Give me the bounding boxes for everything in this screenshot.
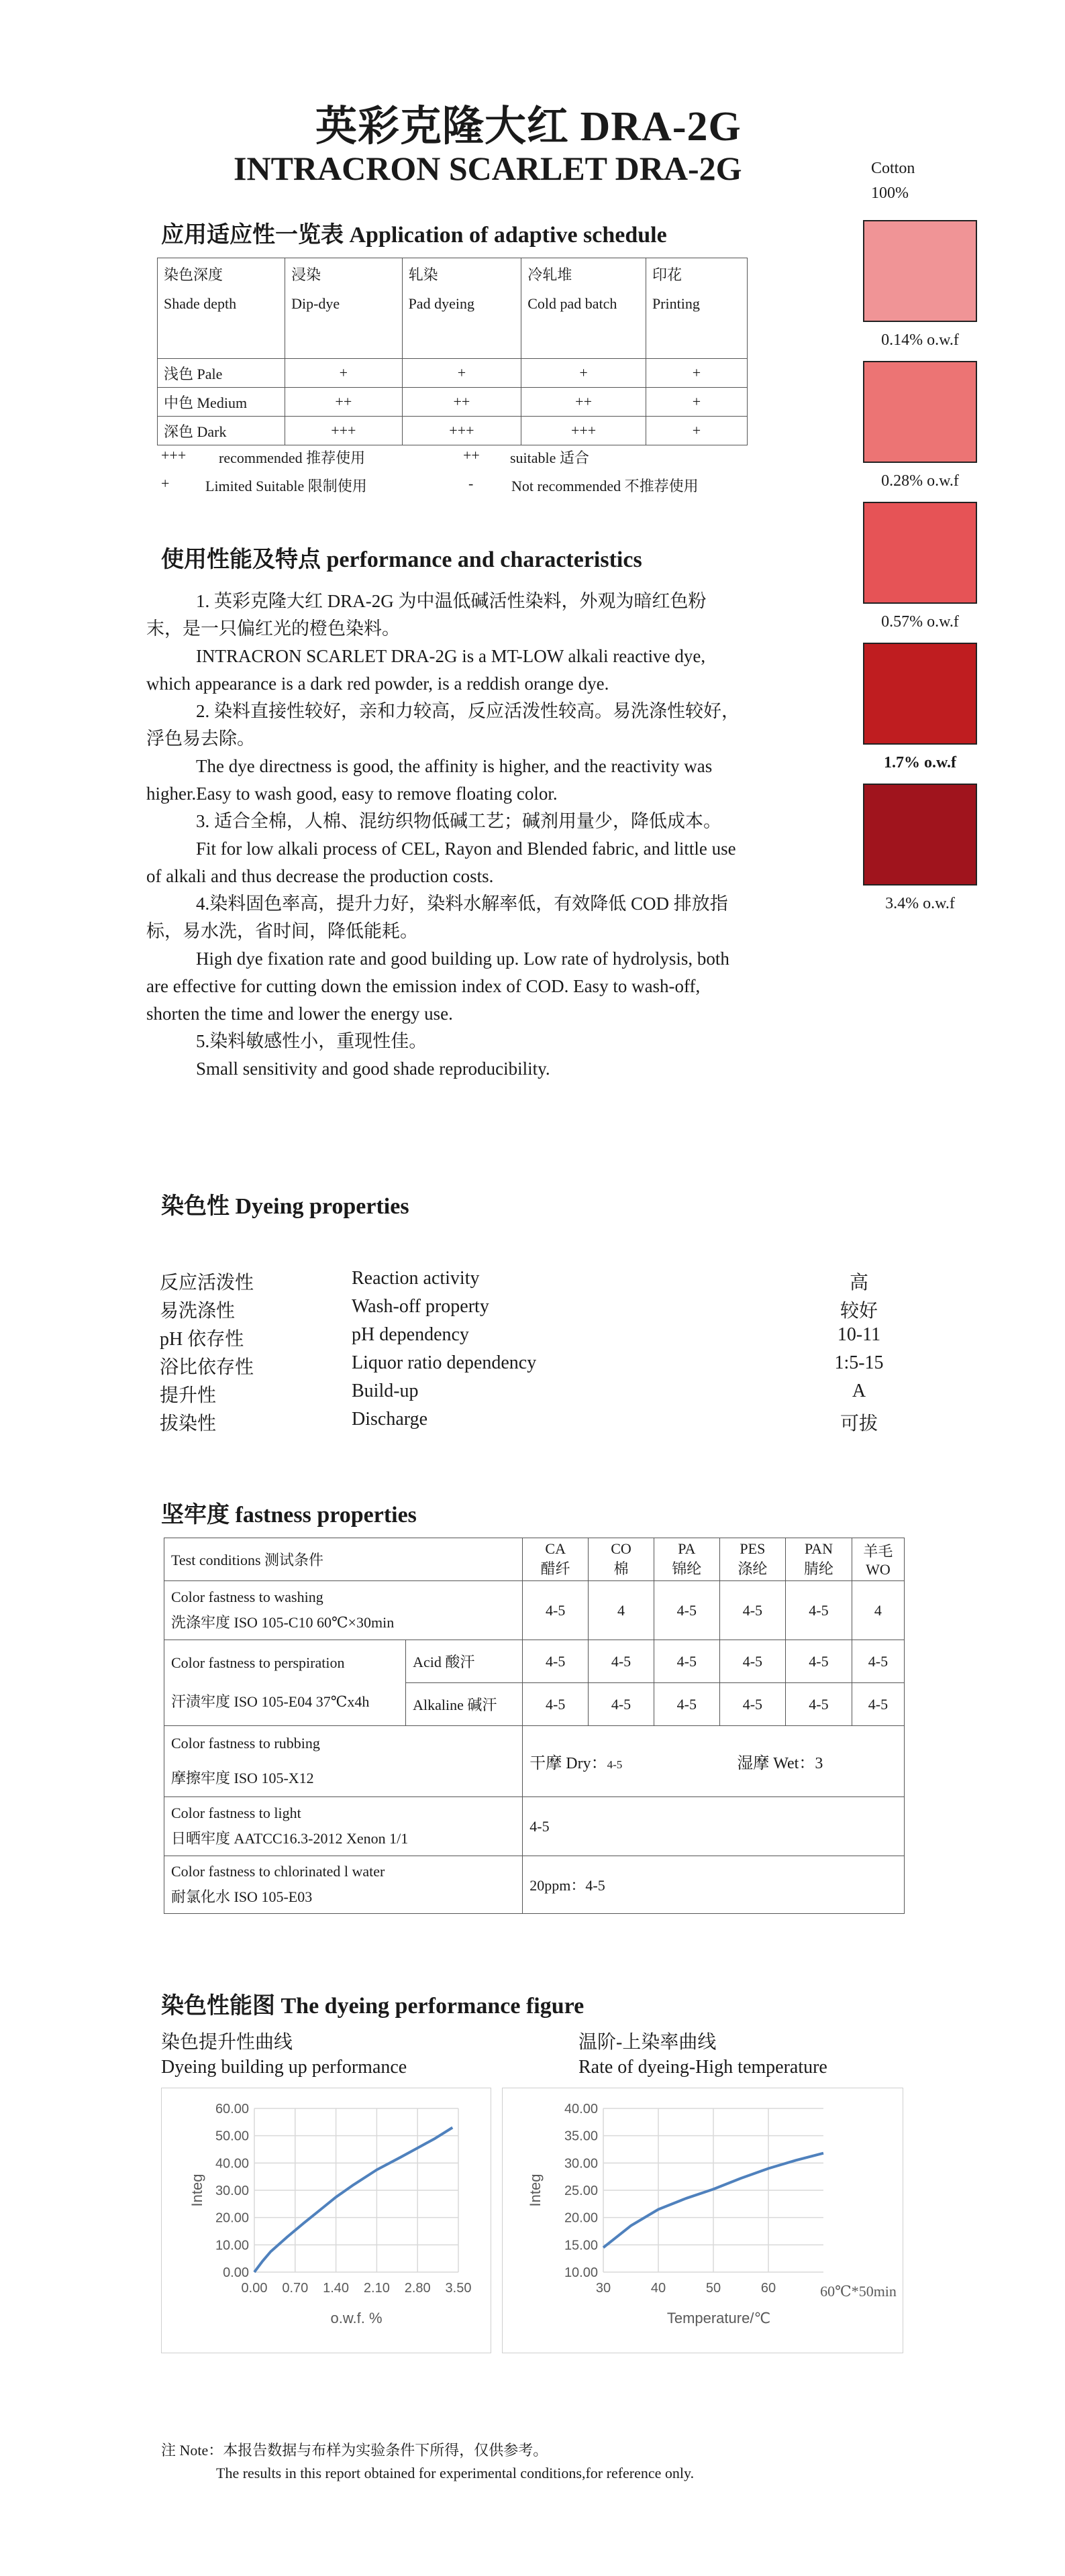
- dyeing-property-cn: 易洗涤性: [160, 1301, 236, 1322]
- dyeing-property-en: Build-up: [352, 1381, 419, 1401]
- application-legend: +++ recommended 推荐使用 ++ suitable 适合 + Limited Suitable 限制使用 - Not recommended 不推荐使用: [161, 447, 699, 494]
- dyeing-property-value: 10-11: [837, 1324, 881, 1345]
- title-cn: 英彩克隆大红 DRA-2G: [315, 104, 742, 150]
- y-tick-label: 20.00: [215, 2210, 249, 2226]
- x-tick-label: 1.40: [323, 2281, 350, 2296]
- build-up-chart: [161, 2088, 491, 2353]
- x-tick-label: 0.70: [282, 2281, 309, 2296]
- performance-heading: 使用性能及特点 performance and characteristics: [161, 547, 642, 572]
- fastness-rating: 4-5: [786, 1640, 852, 1683]
- chlorinated-value: 20ppm：4-5: [523, 1856, 905, 1914]
- fiber-header: PAN 腈纶: [786, 1538, 852, 1581]
- swatch-label: 1.7% o.w.f: [884, 754, 956, 771]
- application-row-label: 深色 Dark: [158, 417, 285, 445]
- swatch-label: 0.57% o.w.f: [881, 613, 959, 631]
- perspiration-acid-row: [164, 1640, 905, 1683]
- x-tick-label: 3.50: [445, 2281, 472, 2296]
- dyeing-property-cn: 浴比依存性: [160, 1357, 254, 1378]
- chlorinated-label: Color fastness to chlorinated l water 耐氯化水 ISO 105-E03: [164, 1856, 523, 1914]
- fastness-rating: 4: [589, 1581, 654, 1640]
- light-row: [164, 1797, 905, 1856]
- application-cell: +: [402, 359, 521, 388]
- dyeing-property-en: Liquor ratio dependency: [352, 1352, 537, 1373]
- fiber-header: CA 醋纤: [523, 1538, 589, 1581]
- dyeing-property-en: Reaction activity: [352, 1268, 480, 1289]
- perspiration-label: Color fastness to perspiration 汗渍牢度 ISO 105-E04 37℃x4h: [164, 1640, 406, 1726]
- dyeing-properties-heading: 染色性 Dyeing properties: [161, 1194, 409, 1219]
- y-tick-label: 0.00: [223, 2265, 249, 2280]
- performance-text: [146, 588, 740, 1083]
- fastness-rating: 4-5: [786, 1581, 852, 1640]
- application-header-cell: 冷轧堆 Cold pad batch: [521, 258, 646, 359]
- application-header-cell: 印花 Printing: [646, 258, 747, 359]
- title-en: INTRACRON SCARLET DRA-2G: [234, 150, 742, 187]
- washing-row: [164, 1581, 905, 1640]
- y-tick-label: 30.00: [564, 2156, 598, 2171]
- y-tick-label: 35.00: [564, 2129, 598, 2144]
- extra-x-label: 60℃*50min: [820, 2283, 897, 2300]
- application-table: [157, 258, 748, 445]
- swatch-label: 0.14% o.w.f: [881, 331, 959, 349]
- rubbing-label: Color fastness to rubbing 摩擦牢度 ISO 105-X12: [164, 1726, 523, 1797]
- left-chart-title-cn: 染色提升性曲线: [161, 2032, 293, 2053]
- y-tick-label: 25.00: [564, 2184, 598, 2198]
- fastness-rating: 4-5: [852, 1683, 904, 1726]
- light-value: 4-5: [523, 1797, 905, 1856]
- chlorinated-row: [164, 1856, 905, 1914]
- performance-paragraph: Small sensitivity and good shade reproducibility.: [196, 1059, 550, 1079]
- performance-paragraph: INTRACRON SCARLET DRA-2G is a MT-LOW alkali reactive dye, which appearance is a dark red powder, is a reddish orange dye.: [146, 646, 706, 694]
- left-chart-title-en: Dyeing building up performance: [161, 2057, 407, 2078]
- y-tick-label: 20.00: [564, 2210, 598, 2226]
- acid-label: Acid 酸汗: [406, 1640, 523, 1683]
- application-header-cell: 轧染 Pad dyeing: [402, 258, 521, 359]
- performance-paragraph: 2. 染料直接性较好，亲和力较高，反应活泼性较高。易洗涤性较好，浮色易去除。: [146, 701, 740, 749]
- performance-paragraph: 4.染料固色率高，提升力好，染料水解率低，有效降低 COD 排放指标，易水洗，省时间，降低能耗。: [146, 894, 728, 941]
- x-tick-label: 2.10: [363, 2281, 390, 2296]
- application-cell: ++: [521, 388, 646, 417]
- dyeing-property-cn: 提升性: [160, 1385, 217, 1406]
- x-tick-label: 40: [650, 2281, 666, 2296]
- y-tick-label: 30.00: [215, 2184, 249, 2198]
- fiber-header: PA 锦纶: [654, 1538, 719, 1581]
- y-tick-label: 15.00: [564, 2238, 598, 2253]
- application-row: [158, 388, 748, 417]
- application-header-cell: 染色深度 Shade depth: [158, 258, 285, 359]
- dyeing-property-value: 较好: [840, 1301, 878, 1322]
- right-chart-title-en: Rate of dyeing-High temperature: [578, 2057, 827, 2078]
- swatch-label: 0.28% o.w.f: [881, 472, 959, 490]
- application-header-cell: 浸染 Dip-dye: [285, 258, 402, 359]
- y-tick-label: 40.00: [215, 2156, 249, 2171]
- dyeing-property-value: 可拔: [840, 1413, 878, 1434]
- note-line1: 注 Note：本报告数据与布样为实验条件下所得，仅供参考。: [161, 2442, 548, 2459]
- fastness-table: [164, 1538, 905, 1914]
- fiber-header: 羊毛 WO: [852, 1538, 904, 1581]
- dyeing-property-value: 1:5-15: [834, 1352, 884, 1373]
- dyeing-property-value: 高: [849, 1273, 868, 1293]
- light-label: Color fastness to light 日晒牢度 AATCC16.3-2012 Xenon 1/1: [164, 1797, 523, 1856]
- application-row: [158, 359, 748, 388]
- fastness-rating: 4-5: [589, 1683, 654, 1726]
- application-row-label: 中色 Medium: [158, 388, 285, 417]
- y-axis-title: Integ: [189, 2174, 205, 2207]
- application-row: [158, 417, 748, 445]
- color-swatch: [863, 502, 977, 604]
- fastness-rating: 4-5: [589, 1640, 654, 1683]
- application-header-row: [158, 258, 748, 359]
- color-swatch: [863, 220, 977, 322]
- fastness-rating: 4-5: [654, 1683, 719, 1726]
- fastness-rating: 4-5: [654, 1640, 719, 1683]
- rubbing-row: [164, 1726, 905, 1797]
- fastness-rating: 4-5: [719, 1683, 785, 1726]
- application-cell: +: [646, 388, 747, 417]
- dyeing-property-cn: 拔染性: [160, 1413, 217, 1434]
- fiber-header: CO 棉: [589, 1538, 654, 1581]
- performance-paragraph: The dye directness is good, the affinity is higher, and the reactivity was higher.Easy to wash good, easy to remove floating color.: [146, 756, 713, 804]
- application-heading: 应用适应性一览表 Application of adaptive schedule: [161, 223, 667, 248]
- x-tick-label: 2.80: [404, 2281, 431, 2296]
- dyeing-property-value: A: [852, 1381, 866, 1401]
- fastness-rating: 4-5: [786, 1683, 852, 1726]
- rate-of-dyeing-chart: [502, 2088, 903, 2353]
- fastness-rating: 4-5: [523, 1640, 589, 1683]
- performance-paragraph: Fit for low alkali process of CEL, Rayon and Blended fabric, and little use of alkali and thus decrease the production costs.: [146, 839, 736, 886]
- right-chart-title-cn: 温阶-上染率曲线: [578, 2032, 717, 2053]
- performance-paragraph: 5.染料敏感性小，重现性佳。: [196, 1031, 427, 1051]
- application-cell: +: [521, 359, 646, 388]
- application-cell: +: [646, 417, 747, 445]
- fastness-rating: 4-5: [719, 1640, 785, 1683]
- swatch-title: Cotton 100%: [871, 160, 915, 202]
- dyeing-property-en: pH dependency: [352, 1324, 469, 1345]
- application-cell: +: [646, 359, 747, 388]
- y-axis-title: Integ: [527, 2174, 544, 2207]
- dyeing-property-cn: pH 依存性: [160, 1329, 244, 1350]
- y-tick-label: 40.00: [564, 2102, 598, 2116]
- swatch-label: 3.4% o.w.f: [885, 895, 955, 912]
- application-row-label: 浅色 Pale: [158, 359, 285, 388]
- application-cell: ++: [402, 388, 521, 417]
- fiber-header: PES 涤纶: [719, 1538, 785, 1581]
- fastness-rating: 4-5: [852, 1640, 904, 1683]
- x-axis-title: o.w.f. %: [330, 2310, 383, 2326]
- color-swatch: [863, 361, 977, 463]
- x-tick-label: 30: [595, 2281, 611, 2296]
- fastness-header-row: [164, 1538, 905, 1581]
- series-line: [254, 2128, 452, 2273]
- y-tick-label: 10.00: [564, 2265, 598, 2280]
- color-swatch: [863, 784, 977, 885]
- color-swatch: [863, 643, 977, 745]
- performance-paragraph: 1. 英彩克隆大红 DRA-2G 为中温低碱活性染料，外观为暗红色粉末，是一只偏红光的橙色染料。: [146, 591, 707, 639]
- application-cell: ++: [285, 388, 402, 417]
- application-cell: +++: [521, 417, 646, 445]
- performance-paragraph: High dye fixation rate and good building up. Low rate of hydrolysis, both are effective for cutting down the emission index of COD. Easy to wash-off, shorten the time and lower the energy use.: [146, 949, 729, 1024]
- application-cell: +++: [285, 417, 402, 445]
- y-tick-label: 10.00: [215, 2238, 249, 2253]
- washing-label: Color fastness to washing 洗涤牢度 ISO 105-C10 60℃×30min: [164, 1581, 523, 1640]
- rubbing-values: 干摩 Dry：4-5 湿摩 Wet：3: [523, 1726, 905, 1797]
- note-line2: The results in this report obtained for experimental conditions,for reference only.: [216, 2465, 695, 2481]
- fastness-rating: 4-5: [523, 1683, 589, 1726]
- test-conditions-header: Test conditions 测试条件: [164, 1538, 523, 1581]
- fastness-rating: 4: [852, 1581, 904, 1640]
- dyeing-property-cn: 反应活泼性: [160, 1273, 254, 1293]
- dyeing-property-en: Discharge: [352, 1409, 427, 1430]
- application-cell: +++: [402, 417, 521, 445]
- rate-of-dyeing-chart-svg: [503, 2088, 904, 2354]
- build-up-chart-svg: [162, 2088, 492, 2354]
- fastness-heading: 坚牢度 fastness properties: [161, 1503, 417, 1527]
- fastness-rating: 4-5: [654, 1581, 719, 1640]
- application-cell: +: [285, 359, 402, 388]
- dyeing-property-en: Wash-off property: [352, 1296, 489, 1317]
- y-tick-label: 50.00: [215, 2129, 249, 2144]
- figure-heading: 染色性能图 The dyeing performance figure: [161, 1994, 585, 2019]
- fastness-rating: 4-5: [523, 1581, 589, 1640]
- x-axis-title: Temperature/℃: [666, 2310, 771, 2326]
- performance-paragraph: 3. 适合全棉，人棉、混纺织物低碱工艺；碱剂用量少，降低成本。: [196, 811, 721, 831]
- y-tick-label: 60.00: [215, 2102, 249, 2116]
- x-tick-label: 50: [705, 2281, 721, 2296]
- alkaline-label: Alkaline 碱汗: [406, 1683, 523, 1726]
- x-tick-label: 60: [760, 2281, 776, 2296]
- x-tick-label: 0.00: [241, 2281, 268, 2296]
- fastness-rating: 4-5: [719, 1581, 785, 1640]
